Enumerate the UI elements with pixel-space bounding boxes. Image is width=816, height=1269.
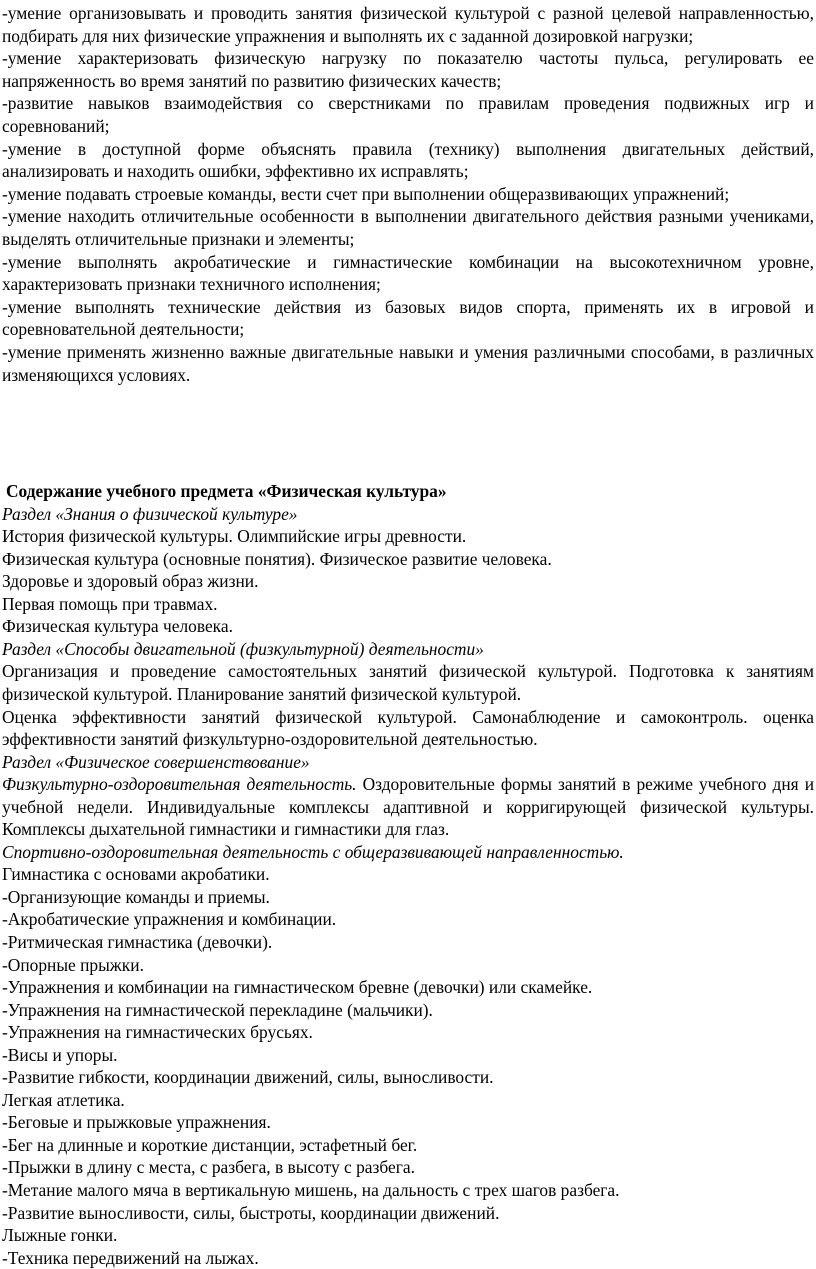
skill-item: -умение применять жизненно важные двигательные навыки и умения различными способами, в различных изменяющихся условиях. [2,341,814,385]
gymnastics-title: Гимнастика с основами акробатики. [2,864,270,885]
list-item: -Опорные прыжки. [2,954,144,975]
fitness-paragraph [0,773,816,841]
skill-item: -умение находить отличительные особенности в выполнении двигательного действия разными учениками, выделять отличительные признаки и элементы; [2,206,814,249]
list-item: История физической культуры. Олимпийские игры древности. [2,526,467,547]
blank-space [0,386,816,480]
list-item: Физическая культура человека. [2,616,233,637]
skill-item: -умение в доступной форме объяснять правила (технику) выполнения двигательных действий, анализировать и находить ошибки, эффективно их исправлять; [2,138,814,182]
list-item: -Метание малого мяча в вертикальную мишень, на дальность с трех шагов разбега. [2,1180,620,1200]
list-item: Первая помощь при травмах. [2,593,218,614]
sport-label: Спортивно-оздоровительная деятельность с общеразвивающей направленностью. [2,841,624,862]
skill-item: -умение характеризовать физическую нагрузку по показателю частоты пульса, регулировать ее напряженность во время занятий по развитию физических качеств; [2,48,814,91]
skill-item: -умение подавать строевые команды, вести счет при выполнении общеразвивающих упражнений; [2,183,730,204]
list-item: -Организующие команды и приемы. [2,886,270,907]
list-item: -Упражнения на гимнастической перекладине (мальчики). [2,999,433,1020]
list-item: -Бег на длинные и короткие дистанции, эстафетный бег. [2,1134,418,1155]
list-item: -Ритмическая гимнастика (девочки). [2,931,273,952]
ski-title: Лыжные гонки. [2,1225,118,1246]
list-item: -Развитие гибкости, координации движений, силы, выносливости. [2,1067,494,1088]
list-item: -Техника передвижений на лыжах. [2,1247,259,1268]
skill-item: -умение выполнять технические действия из базовых видов спорта, применять их в игровой и соревновательной деятельности; [2,296,814,340]
section-title-methods: Раздел «Способы двигательной (физкультурной) деятельности» [2,638,484,659]
skill-item: -развитие навыков взаимодействия со сверстниками по правилам проведения подвижных игр и соревнований; [2,93,814,136]
list-item: -Акробатические упражнения и комбинации. [2,909,337,930]
content-heading: Содержание учебного предмета «Физическая культура» [6,481,447,502]
list-item: Организация и проведение самостоятельных занятий физической культурой. Подготовка к занятиям физической культурой. Планирование занятий физической культурой. [2,661,814,704]
list-item: -Прыжки в длину с места, с разбега, в высоту с разбега. [2,1157,415,1178]
list-item: Здоровье и здоровый образ жизни. [2,571,259,592]
list-item: Физическая культура (основные понятия). Физическое развитие человека. [2,548,552,569]
skill-item: -умение выполнять акробатические и гимнастические комбинации на высокотехничном уровне, характеризовать признаки техничного исполнения; [2,251,814,295]
list-item: -Упражнения и комбинации на гимнастическом бревне (девочки) или скамейке. [2,977,593,998]
section-title-improvement: Раздел «Физическое совершенствование» [2,751,310,772]
fitness-text: Оздоровительные формы занятий в режиме учебного дня и учебной недели. Индивидуальные комплексы адаптивной и корригирующей физической культуры. Комплексы дыхательной гимнастики и гимнастики для глаз. [2,774,814,840]
fitness-label: Физкультурно-оздоровительная деятельность. [2,774,357,795]
list-item: -Упражнения на гимнастических брусьях. [2,1022,313,1043]
list-item: Оценка эффективности занятий физической культурой. Самонаблюдение и самоконтроль. оценка эффективности занятий физкультурно-оздоровительной деятельностью. [2,706,814,750]
document-page [0,2,816,1269]
athletics-title: Легкая атлетика. [2,1089,125,1110]
skill-item: -умение организовывать и проводить занятия физической культурой с разной целевой направленностью, подбирать для них физические упражнения и выполнять их с заданной дозировкой нагрузки; [2,3,814,46]
list-item: -Беговые и прыжковые упражнения. [2,1112,271,1133]
list-item: -Развитие выносливости, силы, быстроты, координации движений. [2,1202,500,1223]
section-title-knowledge: Раздел «Знания о физической культуре» [2,503,298,524]
skills-list [0,2,816,386]
list-item: -Висы и упоры. [2,1044,118,1065]
